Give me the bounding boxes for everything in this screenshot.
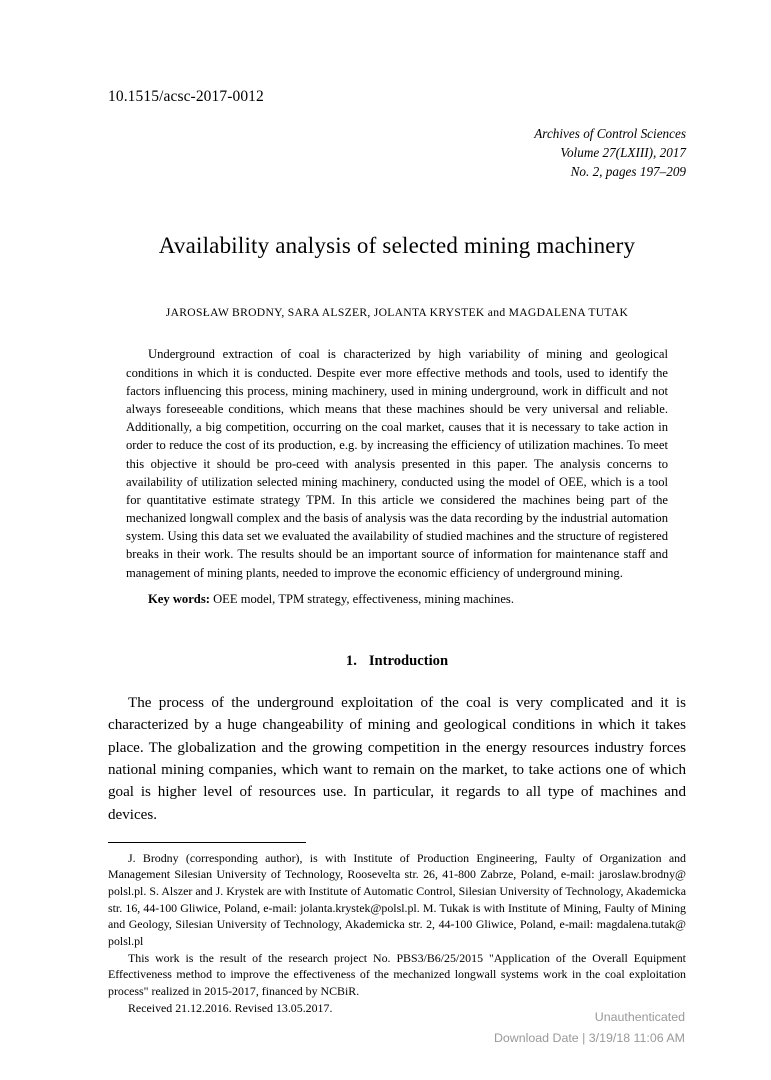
footnote-divider <box>108 842 306 843</box>
download-watermark <box>494 1007 685 1048</box>
keywords-section <box>126 592 668 607</box>
watermark-status: Unauthenticated <box>594 1010 685 1025</box>
doi-text: 10.1515/acsc-2017-0012 <box>108 88 264 105</box>
journal-info <box>108 124 686 181</box>
journal-issue: No. 2, pages 197–209 <box>570 164 686 180</box>
keywords-text: OEE model, TPM strategy, effectiveness, mining machines. <box>209 591 514 606</box>
abstract-section <box>126 345 668 581</box>
journal-volume: Volume 27(LXIII), 2017 <box>560 145 686 161</box>
introduction-body <box>108 692 686 826</box>
page-title: Availability analysis of selected mining machinery <box>158 233 636 259</box>
footnote-affiliation: J. Brodny (corresponding author), is with Institute of Production Engineering, Faulty of Organization and Management Silesian University of Technology, Roosevelta str. 26, 41-800 Zabrze, Poland, e-mail: jaroslaw.brodny@ polsl.pl. S. Alszer and J. Krystek are with Institute of Automatic Control, Silesian University of Technology, Akademicka str. 16, 44-100 Gliwice, Poland, e-mail: jolanta.krystek@polsl.pl. M. Tukak is with Institute of Mining, Faulty of Mining and Geology, Silesian University of Technology, Akademicka str. 2, 44-100 Gliwice, Poland, e-mail: magdalena.tutak@ polsl.pl <box>108 850 686 949</box>
abstract-text: Underground extraction of coal is characterized by high variability of mining and geological conditions in which it is conducted. Despite ever more effective methods and tools, used to identify the factors influencing this process, mining machinery, used in mining underground, work in difficult and not always foreseeable conditions, which means that these machines should be very universal and reliable. Additionally, a big competition, occurring on the coal market, causes that it is necessary to take action in order to reduce the cost of its production, e.g. by increasing the efficiency of utilization machines. To meet this objective it should be pro-ceed with analysis presented in this paper. The analysis concerns to availability of utilization selected mining machinery, conducted using the model of OEE, which is a tool for quantitative estimate strategy TPM. In this article we considered the machines being part of the mechanized longwall complex and the basis of analysis was the data recording by the industrial automation system. Using this data set we evaluated the availability of studied machines and the structure of registered breaks in their work. The results should be an important source of information for maintenance staff and management of mining plants, needed to improve the economic efficiency of underground mining. <box>126 347 668 580</box>
section-title: Introduction <box>368 652 449 669</box>
keywords-label: Key words: <box>148 591 210 606</box>
section-heading <box>108 653 686 670</box>
introduction-paragraph: The process of the underground exploitation of the coal is very complicated and it is characterized by a huge changeability of mining and geological conditions in which it takes place. The globalization and the growing competition in the energy resources industry forces national mining companies, which want to remain on the market, to take actions one of which goal is higher level of resources use. In particular, it regards to all type of machines and devices. <box>108 694 686 823</box>
watermark-date: Download Date | 3/19/18 11:06 AM <box>493 1030 685 1045</box>
footnote-funding: This work is the result of the research project No. PBS3/B6/25/2015 "Application of the Overall Equipment Effectiveness method to improve the effectiveness of the mechanized longwall systems work in the coal exploitation process" realized in 2015-2017, financed by NCBiR. <box>108 950 686 999</box>
author-list: JAROSŁAW BRODNY, SARA ALSZER, JOLANTA KRYSTEK and MAGDALENA TUTAK <box>165 306 629 320</box>
footnote-received: Received 21.12.2016. Revised 13.05.2017. <box>128 1000 333 1015</box>
section-number: 1. <box>345 652 357 669</box>
journal-name: Archives of Control Sciences <box>534 126 686 141</box>
footnotes-section <box>108 850 686 1017</box>
page-content <box>108 0 686 1016</box>
